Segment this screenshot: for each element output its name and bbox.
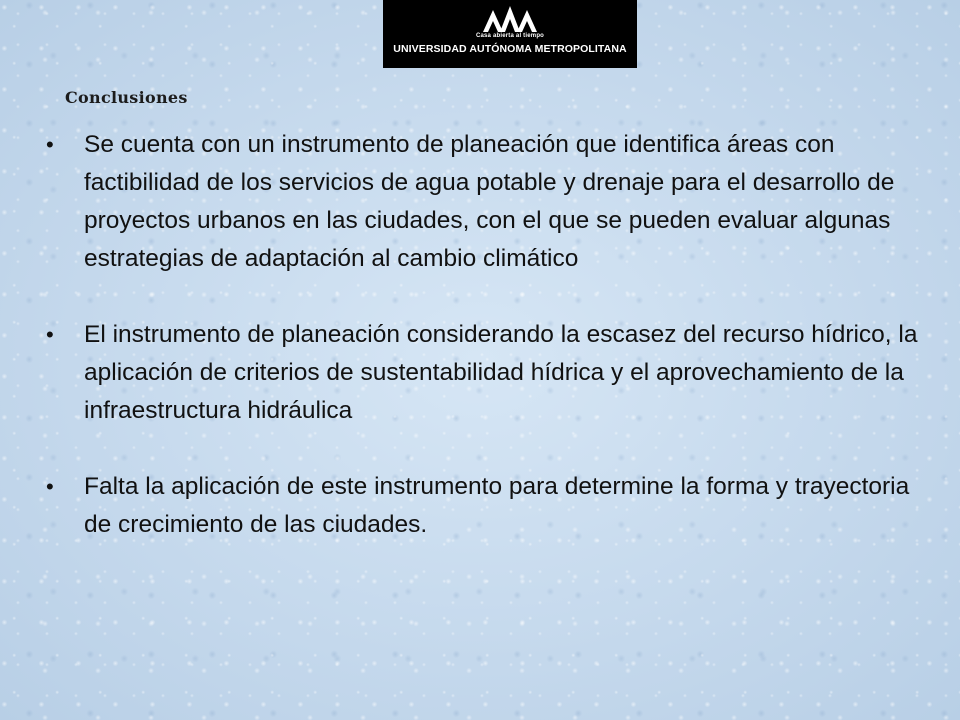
- uam-logo-mark-icon: [483, 6, 537, 32]
- bullet-text: Falta la aplicación de este instrumento para determine la forma y trayectoria de crecimiento de las ciudades.: [84, 473, 910, 538]
- uam-logo: [383, 0, 637, 68]
- bullet-item: [46, 468, 936, 544]
- bullet-item: [46, 126, 936, 278]
- bullet-dot-icon: •: [46, 132, 54, 157]
- slide-title: Conclusiones: [65, 88, 188, 107]
- bullet-list: [46, 126, 936, 544]
- bullet-text: El instrumento de planeación considerando la escasez del recurso hídrico, la aplicación de criterios de sustentabilidad hídrica y el aprovechamiento de la infraestructura hidráulica: [84, 321, 918, 424]
- bullet-dot-icon: •: [46, 322, 54, 347]
- bullet-text: Se cuenta con un instrumento de planeación que identifica áreas con factibilidad de los servicios de agua potable y drenaje para el desarrollo de proyectos urbanos en las ciudades, con el que se pueden evaluar algunas estrategias de adaptación al cambio climático: [84, 131, 895, 272]
- logo-university-name: UNIVERSIDAD AUTÓNOMA METROPOLITANA: [393, 43, 627, 55]
- logo-motto: Casa abierta al tiempo: [475, 33, 545, 39]
- bullet-item: [46, 316, 936, 430]
- bullet-dot-icon: •: [46, 474, 54, 499]
